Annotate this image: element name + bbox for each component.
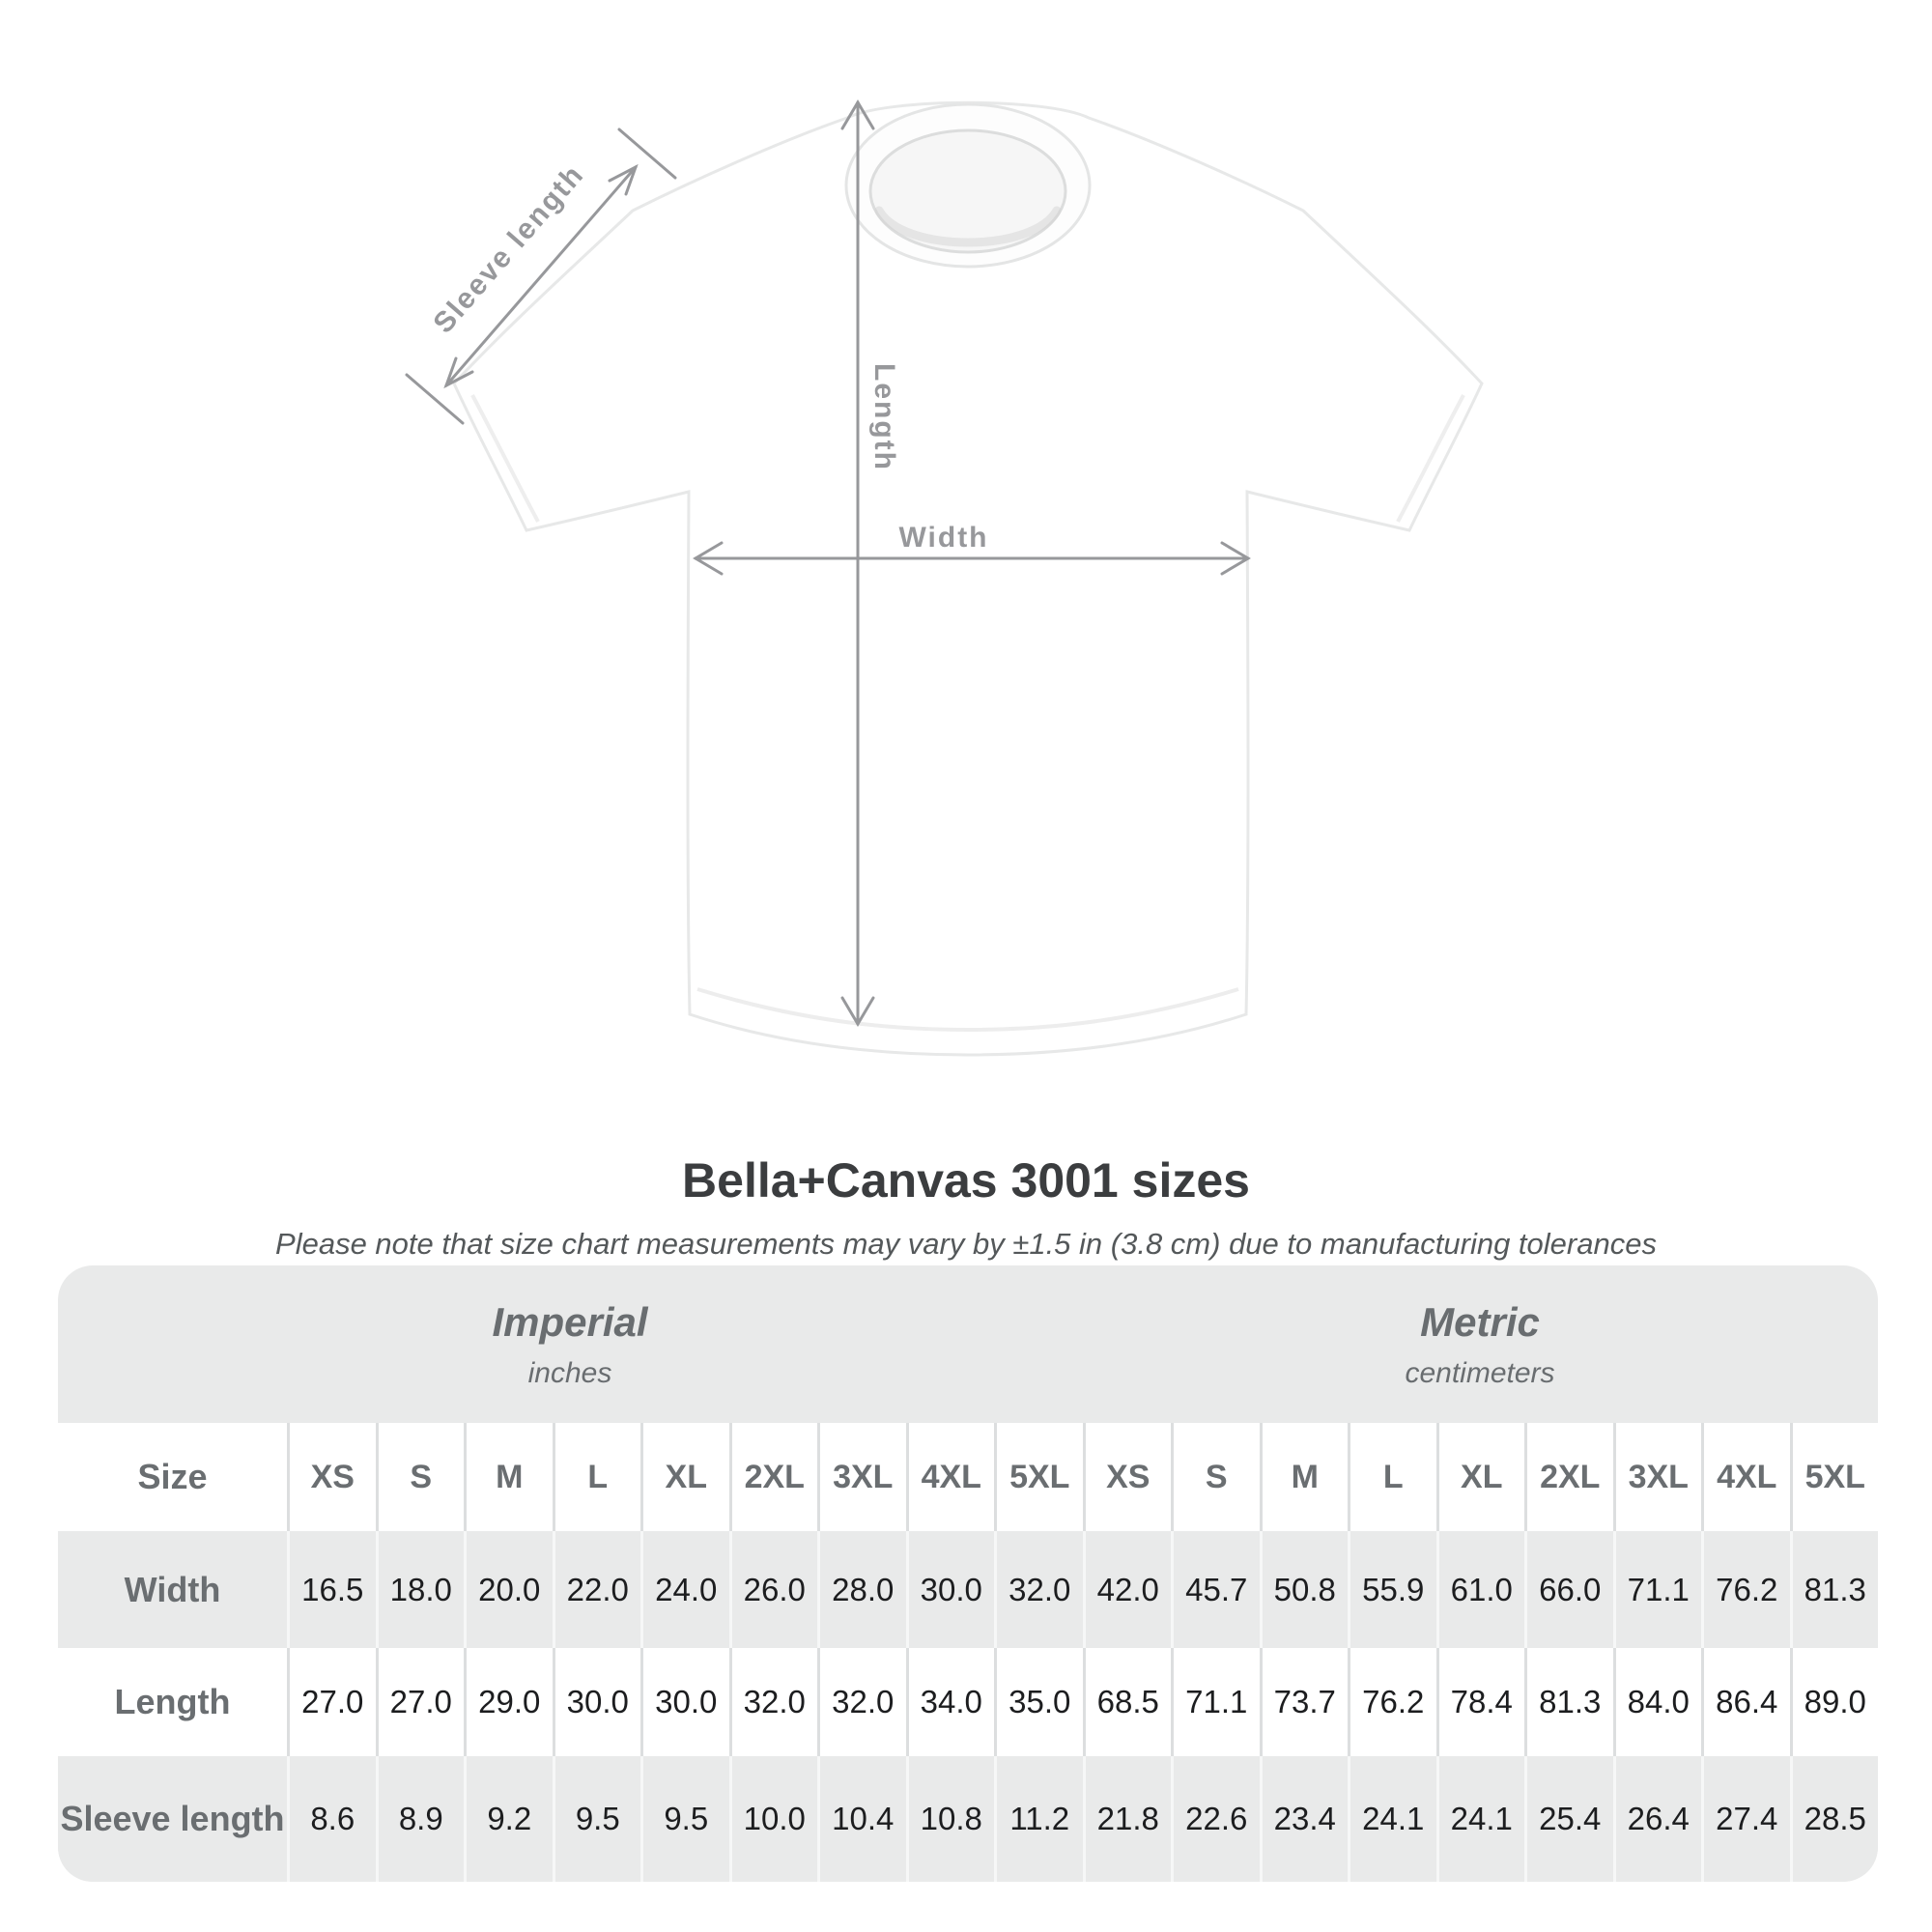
size-value-cell: 45.7: [1171, 1531, 1260, 1648]
imperial-label: Imperial: [492, 1298, 648, 1345]
size-value-cell: 73.7: [1260, 1648, 1349, 1756]
row-label: Width: [58, 1531, 287, 1648]
size-header-imperial-3xl: 3XL: [817, 1423, 906, 1531]
size-value-cell: 76.2: [1348, 1648, 1436, 1756]
size-value-cell: 30.0: [640, 1648, 729, 1756]
size-value-cell: 18.0: [376, 1531, 465, 1648]
size-value-cell: 68.5: [1083, 1648, 1172, 1756]
collar-inner: [870, 130, 1065, 252]
size-header-imperial-4xl: 4XL: [906, 1423, 995, 1531]
length-label: Length: [868, 363, 900, 471]
size-value-cell: 27.0: [287, 1648, 376, 1756]
size-column-header: Size: [58, 1423, 287, 1531]
size-value-cell: 11.2: [994, 1756, 1083, 1882]
size-value-cell: 26.4: [1613, 1756, 1702, 1882]
size-header-metric-2xl: 2XL: [1524, 1423, 1613, 1531]
size-value-cell: 20.0: [464, 1531, 553, 1648]
size-value-cell: 84.0: [1613, 1648, 1702, 1756]
size-value-cell: 89.0: [1790, 1648, 1879, 1756]
unit-header-band: [58, 1265, 1878, 1423]
size-value-cell: 55.9: [1348, 1531, 1436, 1648]
size-chart-table: [58, 1265, 1878, 1882]
width-label: Width: [898, 522, 989, 554]
size-value-cell: 9.2: [464, 1756, 553, 1882]
sleeve-length-label: Sleeve length: [427, 158, 591, 340]
imperial-unit-label: inches: [527, 1356, 612, 1389]
size-value-cell: 22.0: [553, 1531, 641, 1648]
size-value-cell: 32.0: [817, 1648, 906, 1756]
size-value-cell: 30.0: [906, 1531, 995, 1648]
size-header-metric-xs: XS: [1083, 1423, 1172, 1531]
size-value-cell: 10.0: [729, 1756, 818, 1882]
size-value-cell: 22.6: [1171, 1756, 1260, 1882]
size-value-cell: 10.8: [906, 1756, 995, 1882]
size-value-cell: 24.1: [1348, 1756, 1436, 1882]
page-subtitle: Please note that size chart measurements may vary by ±1.5 in (3.8 cm) due to manufacturing tolerances: [275, 1227, 1657, 1261]
size-value-cell: 61.0: [1436, 1531, 1525, 1648]
size-value-cell: 8.9: [376, 1756, 465, 1882]
size-header-imperial-s: S: [376, 1423, 465, 1531]
size-value-cell: 32.0: [729, 1648, 818, 1756]
size-value-cell: 32.0: [994, 1531, 1083, 1648]
size-value-cell: 9.5: [640, 1756, 729, 1882]
size-header-metric-m: M: [1260, 1423, 1349, 1531]
size-value-cell: 71.1: [1613, 1531, 1702, 1648]
size-value-cell: 16.5: [287, 1531, 376, 1648]
metric-unit-label: centimeters: [1405, 1356, 1555, 1389]
size-value-cell: 50.8: [1260, 1531, 1349, 1648]
size-header-metric-l: L: [1348, 1423, 1436, 1531]
size-value-cell: 24.1: [1436, 1756, 1525, 1882]
size-value-cell: 21.8: [1083, 1756, 1172, 1882]
size-value-cell: 9.5: [553, 1756, 641, 1882]
size-header-imperial-m: M: [464, 1423, 553, 1531]
row-label: Sleeve length: [58, 1756, 287, 1882]
size-value-cell: 10.4: [817, 1756, 906, 1882]
size-header-metric-4xl: 4XL: [1701, 1423, 1790, 1531]
size-value-cell: 78.4: [1436, 1648, 1525, 1756]
size-value-cell: 24.0: [640, 1531, 729, 1648]
size-value-cell: 25.4: [1524, 1756, 1613, 1882]
unit-header-imperial: [58, 1265, 1082, 1423]
size-header-imperial-5xl: 5XL: [994, 1423, 1083, 1531]
size-value-cell: 71.1: [1171, 1648, 1260, 1756]
size-value-cell: 8.6: [287, 1756, 376, 1882]
size-header-metric-xl: XL: [1436, 1423, 1525, 1531]
size-header-metric-s: S: [1171, 1423, 1260, 1531]
size-value-cell: 35.0: [994, 1648, 1083, 1756]
size-value-cell: 27.4: [1701, 1756, 1790, 1882]
size-header-imperial-2xl: 2XL: [729, 1423, 818, 1531]
size-header-imperial-l: L: [553, 1423, 641, 1531]
size-value-cell: 23.4: [1260, 1756, 1349, 1882]
size-value-cell: 29.0: [464, 1648, 553, 1756]
metric-label: Metric: [1420, 1298, 1540, 1345]
size-value-cell: 28.5: [1790, 1756, 1879, 1882]
size-header-metric-3xl: 3XL: [1613, 1423, 1702, 1531]
size-value-cell: 30.0: [553, 1648, 641, 1756]
size-value-cell: 86.4: [1701, 1648, 1790, 1756]
size-value-cell: 66.0: [1524, 1531, 1613, 1648]
size-header-imperial-xl: XL: [640, 1423, 729, 1531]
unit-header-metric: [1082, 1265, 1878, 1423]
size-value-cell: 76.2: [1701, 1531, 1790, 1648]
size-value-cell: 28.0: [817, 1531, 906, 1648]
size-header-metric-5xl: 5XL: [1790, 1423, 1879, 1531]
size-value-cell: 42.0: [1083, 1531, 1172, 1648]
size-header-imperial-xs: XS: [287, 1423, 376, 1531]
size-value-cell: 26.0: [729, 1531, 818, 1648]
page-title: Bella+Canvas 3001 sizes: [682, 1153, 1250, 1208]
size-grid: [58, 1423, 1878, 1882]
row-label: Length: [58, 1648, 287, 1756]
size-value-cell: 81.3: [1790, 1531, 1879, 1648]
size-value-cell: 34.0: [906, 1648, 995, 1756]
size-value-cell: 81.3: [1524, 1648, 1613, 1756]
size-value-cell: 27.0: [376, 1648, 465, 1756]
